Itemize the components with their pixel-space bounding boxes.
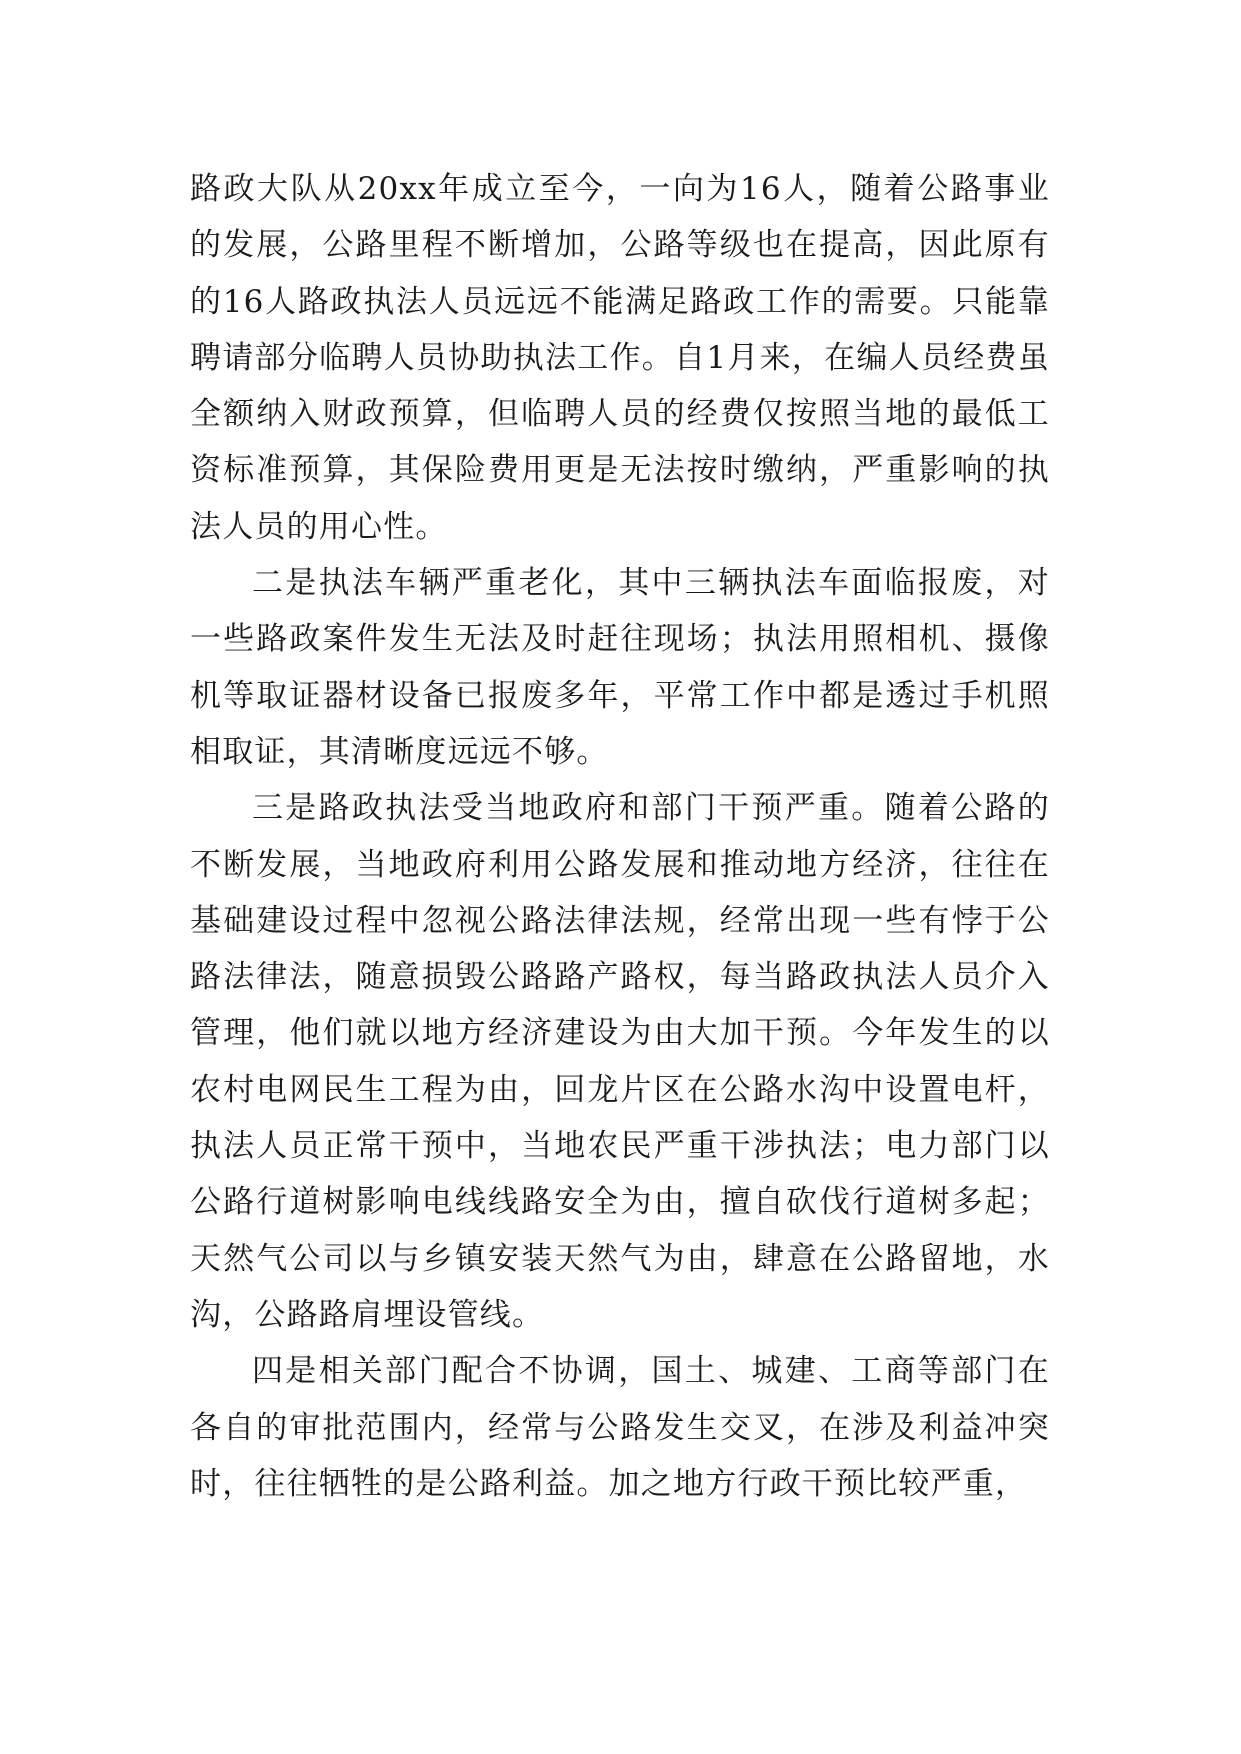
paragraph-government-interference: 三是路政执法受当地政府和部门干预严重。随着公路的不断发展，当地政府利用公路发展和推动地方经济，往往在基础建设过程中忽视公路法律法规，经常出现一些有悖于公路法律法，随意损毁公路路产路权，每当路政执法人员介入管理，他们就以地方经济建设为由大加干预。今年发生的以农村电网民生工程为由，回龙片区在公路水沟中设置电杆，执法人员正常干预中，当地农民严重干涉执法；电力部门以公路行道树影响电线线路安全为由，擅自砍伐行道树多起；天然气公司以与乡镇安装天然气为由，肆意在公路留地，水沟，公路路肩埋设管线。 <box>190 790 1050 1333</box>
document-body <box>190 161 1050 1512</box>
paragraph-department-coordination: 四是相关部门配合不协调，国土、城建、工商等部门在各自的审批范围内，经常与公路发生交叉，在涉及利益冲突时，往往牺牲的是公路利益。加之地方行政干预比较严重， <box>190 1353 1050 1502</box>
paragraph-staffing: 路政大队从20xx年成立至今，一向为16人，随着公路事业的发展，公路里程不断增加，公路等级也在提高，因此原有的16人路政执法人员远远不能满足路政工作的需要。只能靠聘请部分临聘人员协助执法工作。自1月来，在编人员经费虽全额纳入财政预算，但临聘人员的经费仅按照当地的最低工资标准预算，其保险费用更是无法按时缴纳，严重影响的执法人员的用心性。 <box>190 171 1050 545</box>
paragraph-vehicles: 二是执法车辆严重老化，其中三辆执法车面临报废，对一些路政案件发生无法及时赶往现场；执法用照相机、摄像机等取证器材设备已报废多年，平常工作中都是透过手机照相取证，其清晰度远远不够。 <box>190 565 1050 770</box>
